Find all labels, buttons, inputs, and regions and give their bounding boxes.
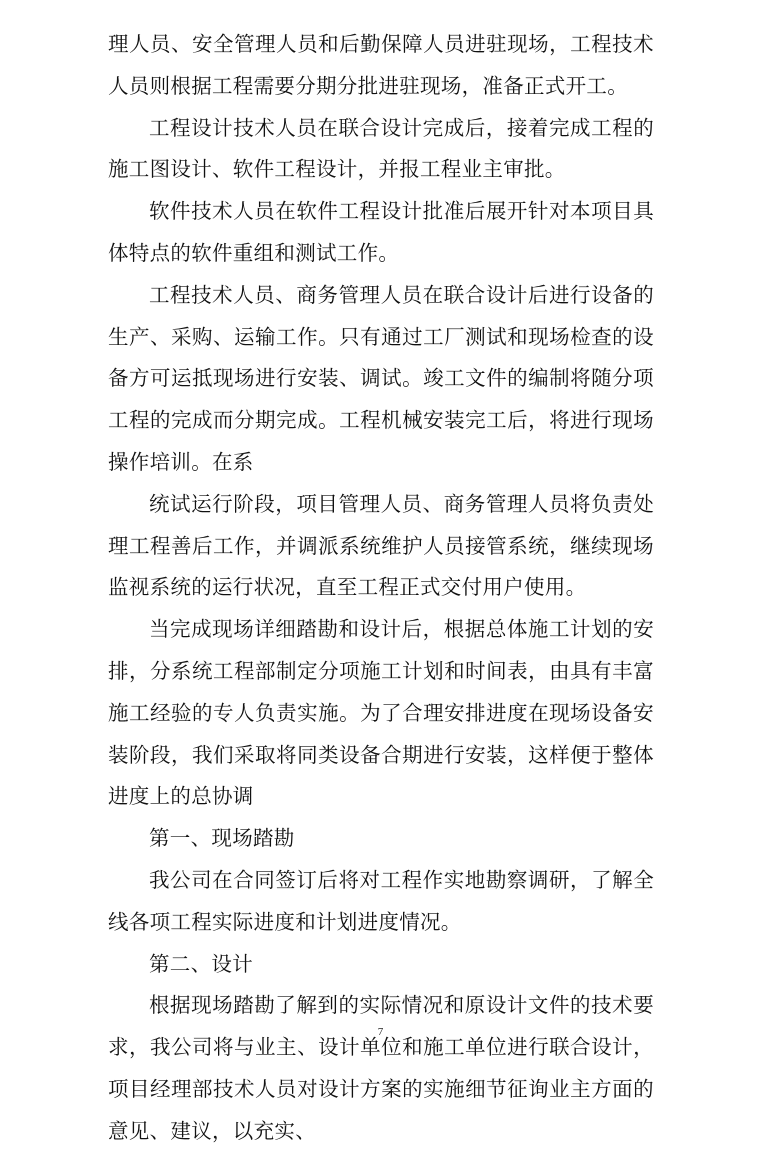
paragraph-2: 工程设计技术人员在联合设计完成后，接着完成工程的施工图设计、软件工程设计，并报工程业主审批。 (108, 115, 654, 182)
paragraph-4: 工程技术人员、商务管理人员在联合设计后进行设备的生产、采购、运输工作。只有通过工厂测试和现场检查的设备方可运抵现场进行安装、调试。竣工文件的编制将随分项工程的完成而分期完成。工程机械安装完工后，将进行现场操作培训。在系 (108, 282, 654, 474)
paragraph-8: 我公司在合同签订后将对工程作实地勘察调研，了解全线各项工程实际进度和计划进度情况。 (108, 867, 654, 934)
paragraph-3: 软件技术人员在软件工程设计批准后展开针对本项目具体特点的软件重组和测试工作。 (108, 199, 654, 265)
paragraph-5: 统试运行阶段，项目管理人员、商务管理人员将负责处理工程善后工作，并调派系统维护人员接管系统，继续现场监视系统的运行状况，直至工程正式交付用户使用。 (108, 491, 654, 600)
paragraph-1: 理人员、安全管理人员和后勤保障人员进驻现场，工程技术人员则根据工程需要分期分批进驻现场，准备正式开工。 (108, 32, 654, 98)
paragraph-10: 根据现场踏勘了解到的实际情况和原设计文件的技术要求，我公司将与业主、设计单位和施工单位进行联合设计，项目经理部技术人员对设计方案的实施细节征询业主方面的意见、建议，以充实、 (108, 993, 654, 1143)
document-page-body (108, 24, 654, 1153)
page-number: 7 (377, 1026, 384, 1038)
section-heading-site-survey: 第一、现场踏勘 (149, 826, 295, 851)
section-heading-design: 第二、设计 (149, 951, 253, 976)
paragraph-6: 当完成现场详细踏勘和设计后，根据总体施工计划的安排，分系统工程部制定分项施工计划和时间表，由具有丰富施工经验的专人负责实施。为了合理安排进度在现场设备安装阶段，我们采取将同类设备合期进行安装，这样便于整体进度上的总协调 (108, 617, 654, 809)
